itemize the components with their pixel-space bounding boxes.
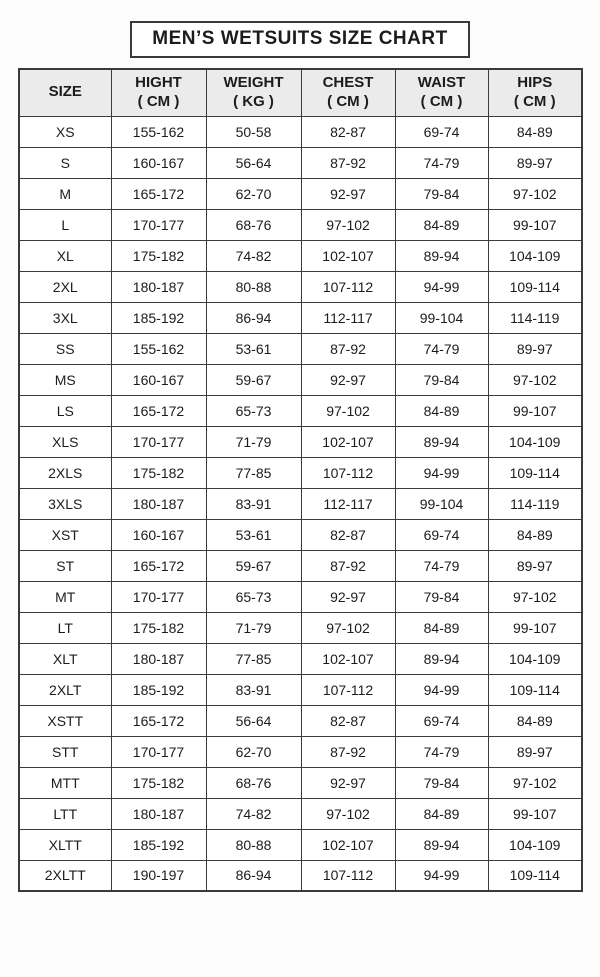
- title-container: [0, 21, 600, 58]
- value-cell: 175-182: [111, 457, 206, 488]
- value-cell: 155-162: [111, 116, 206, 147]
- value-cell: 87-92: [301, 333, 395, 364]
- value-cell: 97-102: [301, 612, 395, 643]
- size-cell: M: [19, 178, 111, 209]
- value-cell: 79-84: [395, 581, 488, 612]
- value-cell: 74-79: [395, 333, 488, 364]
- size-chart-table: [18, 68, 583, 892]
- value-cell: 84-89: [395, 209, 488, 240]
- value-cell: 109-114: [488, 271, 582, 302]
- table-row: [19, 550, 582, 581]
- size-cell: MTT: [19, 767, 111, 798]
- value-cell: 86-94: [206, 860, 301, 891]
- value-cell: 87-92: [301, 736, 395, 767]
- value-cell: 112-117: [301, 488, 395, 519]
- value-cell: 97-102: [488, 364, 582, 395]
- size-cell: LT: [19, 612, 111, 643]
- column-header-hips: [488, 69, 582, 116]
- table-row: [19, 333, 582, 364]
- column-label: WEIGHT: [223, 74, 284, 91]
- value-cell: 82-87: [301, 705, 395, 736]
- value-cell: 71-79: [206, 612, 301, 643]
- value-cell: 99-104: [395, 488, 488, 519]
- column-header-chest: [301, 69, 395, 116]
- value-cell: 109-114: [488, 457, 582, 488]
- value-cell: 92-97: [301, 364, 395, 395]
- value-cell: 185-192: [111, 829, 206, 860]
- value-cell: 69-74: [395, 705, 488, 736]
- value-cell: 102-107: [301, 643, 395, 674]
- size-cell: 2XLS: [19, 457, 111, 488]
- value-cell: 97-102: [301, 209, 395, 240]
- size-cell: LS: [19, 395, 111, 426]
- value-cell: 87-92: [301, 550, 395, 581]
- size-cell: XLTT: [19, 829, 111, 860]
- value-cell: 84-89: [395, 395, 488, 426]
- value-cell: 89-97: [488, 333, 582, 364]
- value-cell: 190-197: [111, 860, 206, 891]
- table-row: [19, 426, 582, 457]
- column-label: HIPS: [517, 74, 553, 91]
- size-cell: ST: [19, 550, 111, 581]
- table-row: [19, 860, 582, 891]
- value-cell: 68-76: [206, 209, 301, 240]
- value-cell: 84-89: [395, 798, 488, 829]
- value-cell: 170-177: [111, 581, 206, 612]
- value-cell: 62-70: [206, 178, 301, 209]
- value-cell: 86-94: [206, 302, 301, 333]
- value-cell: 180-187: [111, 643, 206, 674]
- size-cell: 2XL: [19, 271, 111, 302]
- value-cell: 109-114: [488, 674, 582, 705]
- size-cell: 2XLTT: [19, 860, 111, 891]
- value-cell: 89-97: [488, 147, 582, 178]
- value-cell: 53-61: [206, 519, 301, 550]
- value-cell: 114-119: [488, 302, 582, 333]
- value-cell: 170-177: [111, 209, 206, 240]
- table-row: [19, 519, 582, 550]
- column-header-waist: [395, 69, 488, 116]
- table-row: [19, 178, 582, 209]
- value-cell: 65-73: [206, 395, 301, 426]
- value-cell: 79-84: [395, 767, 488, 798]
- size-cell: XLT: [19, 643, 111, 674]
- table-row: [19, 581, 582, 612]
- table-row: [19, 116, 582, 147]
- value-cell: 89-94: [395, 829, 488, 860]
- page-title: MEN’S WETSUITS SIZE CHART: [130, 21, 469, 58]
- value-cell: 89-94: [395, 643, 488, 674]
- value-cell: 97-102: [488, 767, 582, 798]
- value-cell: 165-172: [111, 395, 206, 426]
- value-cell: 82-87: [301, 519, 395, 550]
- value-cell: 71-79: [206, 426, 301, 457]
- value-cell: 92-97: [301, 767, 395, 798]
- value-cell: 65-73: [206, 581, 301, 612]
- value-cell: 160-167: [111, 364, 206, 395]
- column-unit: ( CM ): [137, 92, 180, 110]
- size-cell: S: [19, 147, 111, 178]
- value-cell: 68-76: [206, 767, 301, 798]
- value-cell: 165-172: [111, 550, 206, 581]
- value-cell: 175-182: [111, 240, 206, 271]
- value-cell: 165-172: [111, 178, 206, 209]
- column-unit: ( KG ): [233, 92, 274, 110]
- size-cell: XL: [19, 240, 111, 271]
- size-cell: L: [19, 209, 111, 240]
- value-cell: 84-89: [395, 612, 488, 643]
- value-cell: 56-64: [206, 705, 301, 736]
- value-cell: 97-102: [488, 581, 582, 612]
- value-cell: 97-102: [488, 178, 582, 209]
- size-cell: 3XL: [19, 302, 111, 333]
- value-cell: 84-89: [488, 519, 582, 550]
- value-cell: 79-84: [395, 364, 488, 395]
- value-cell: 104-109: [488, 426, 582, 457]
- value-cell: 107-112: [301, 457, 395, 488]
- value-cell: 92-97: [301, 581, 395, 612]
- value-cell: 102-107: [301, 426, 395, 457]
- value-cell: 180-187: [111, 798, 206, 829]
- table-row: [19, 457, 582, 488]
- value-cell: 69-74: [395, 519, 488, 550]
- value-cell: 82-87: [301, 116, 395, 147]
- value-cell: 104-109: [488, 240, 582, 271]
- value-cell: 59-67: [206, 550, 301, 581]
- value-cell: 74-82: [206, 798, 301, 829]
- value-cell: 80-88: [206, 829, 301, 860]
- value-cell: 165-172: [111, 705, 206, 736]
- value-cell: 180-187: [111, 488, 206, 519]
- value-cell: 89-94: [395, 426, 488, 457]
- value-cell: 50-58: [206, 116, 301, 147]
- table-row: [19, 643, 582, 674]
- table-row: [19, 736, 582, 767]
- value-cell: 74-79: [395, 736, 488, 767]
- table-row: [19, 240, 582, 271]
- value-cell: 102-107: [301, 240, 395, 271]
- value-cell: 170-177: [111, 736, 206, 767]
- value-cell: 80-88: [206, 271, 301, 302]
- size-cell: STT: [19, 736, 111, 767]
- value-cell: 160-167: [111, 519, 206, 550]
- size-cell: 3XLS: [19, 488, 111, 519]
- value-cell: 53-61: [206, 333, 301, 364]
- size-cell: SS: [19, 333, 111, 364]
- value-cell: 77-85: [206, 457, 301, 488]
- table-header: [19, 69, 582, 116]
- value-cell: 89-94: [395, 240, 488, 271]
- value-cell: 155-162: [111, 333, 206, 364]
- value-cell: 94-99: [395, 860, 488, 891]
- table-row: [19, 705, 582, 736]
- value-cell: 97-102: [301, 798, 395, 829]
- column-header-hight: [111, 69, 206, 116]
- value-cell: 107-112: [301, 860, 395, 891]
- table-row: [19, 488, 582, 519]
- value-cell: 89-97: [488, 550, 582, 581]
- value-cell: 109-114: [488, 860, 582, 891]
- column-unit: ( CM ): [513, 92, 556, 110]
- value-cell: 94-99: [395, 674, 488, 705]
- value-cell: 102-107: [301, 829, 395, 860]
- value-cell: 62-70: [206, 736, 301, 767]
- size-cell: XSTT: [19, 705, 111, 736]
- value-cell: 175-182: [111, 767, 206, 798]
- value-cell: 99-107: [488, 612, 582, 643]
- size-cell: MS: [19, 364, 111, 395]
- table-row: [19, 674, 582, 705]
- value-cell: 185-192: [111, 674, 206, 705]
- value-cell: 79-84: [395, 178, 488, 209]
- table-row: [19, 798, 582, 829]
- value-cell: 107-112: [301, 271, 395, 302]
- value-cell: 97-102: [301, 395, 395, 426]
- value-cell: 170-177: [111, 426, 206, 457]
- column-label: WAIST: [417, 74, 466, 91]
- column-unit: ( CM ): [327, 92, 369, 110]
- table-row: [19, 829, 582, 860]
- column-label: HIGHT: [135, 74, 182, 91]
- value-cell: 87-92: [301, 147, 395, 178]
- size-cell: 2XLT: [19, 674, 111, 705]
- value-cell: 99-107: [488, 209, 582, 240]
- value-cell: 99-107: [488, 395, 582, 426]
- size-cell: XLS: [19, 426, 111, 457]
- value-cell: 74-79: [395, 147, 488, 178]
- value-cell: 112-117: [301, 302, 395, 333]
- value-cell: 77-85: [206, 643, 301, 674]
- value-cell: 114-119: [488, 488, 582, 519]
- table-row: [19, 364, 582, 395]
- value-cell: 185-192: [111, 302, 206, 333]
- value-cell: 92-97: [301, 178, 395, 209]
- value-cell: 99-107: [488, 798, 582, 829]
- column-header-size: [19, 69, 111, 116]
- value-cell: 94-99: [395, 271, 488, 302]
- value-cell: 83-91: [206, 674, 301, 705]
- column-label: CHEST: [322, 74, 374, 91]
- size-cell: XS: [19, 116, 111, 147]
- value-cell: 104-109: [488, 829, 582, 860]
- size-cell: XST: [19, 519, 111, 550]
- value-cell: 94-99: [395, 457, 488, 488]
- table-body: [19, 116, 582, 891]
- column-label: SIZE: [48, 83, 82, 101]
- value-cell: 59-67: [206, 364, 301, 395]
- table-row: [19, 302, 582, 333]
- size-cell: MT: [19, 581, 111, 612]
- table-row: [19, 612, 582, 643]
- table-row: [19, 209, 582, 240]
- value-cell: 107-112: [301, 674, 395, 705]
- header-row: [19, 69, 582, 116]
- table-row: [19, 395, 582, 426]
- column-header-weight: [206, 69, 301, 116]
- value-cell: 74-79: [395, 550, 488, 581]
- table-row: [19, 147, 582, 178]
- value-cell: 84-89: [488, 705, 582, 736]
- value-cell: 104-109: [488, 643, 582, 674]
- table-row: [19, 767, 582, 798]
- value-cell: 175-182: [111, 612, 206, 643]
- size-cell: LTT: [19, 798, 111, 829]
- value-cell: 84-89: [488, 116, 582, 147]
- value-cell: 160-167: [111, 147, 206, 178]
- value-cell: 99-104: [395, 302, 488, 333]
- column-unit: ( CM ): [420, 92, 463, 110]
- value-cell: 89-97: [488, 736, 582, 767]
- value-cell: 180-187: [111, 271, 206, 302]
- value-cell: 83-91: [206, 488, 301, 519]
- value-cell: 69-74: [395, 116, 488, 147]
- value-cell: 74-82: [206, 240, 301, 271]
- table-row: [19, 271, 582, 302]
- value-cell: 56-64: [206, 147, 301, 178]
